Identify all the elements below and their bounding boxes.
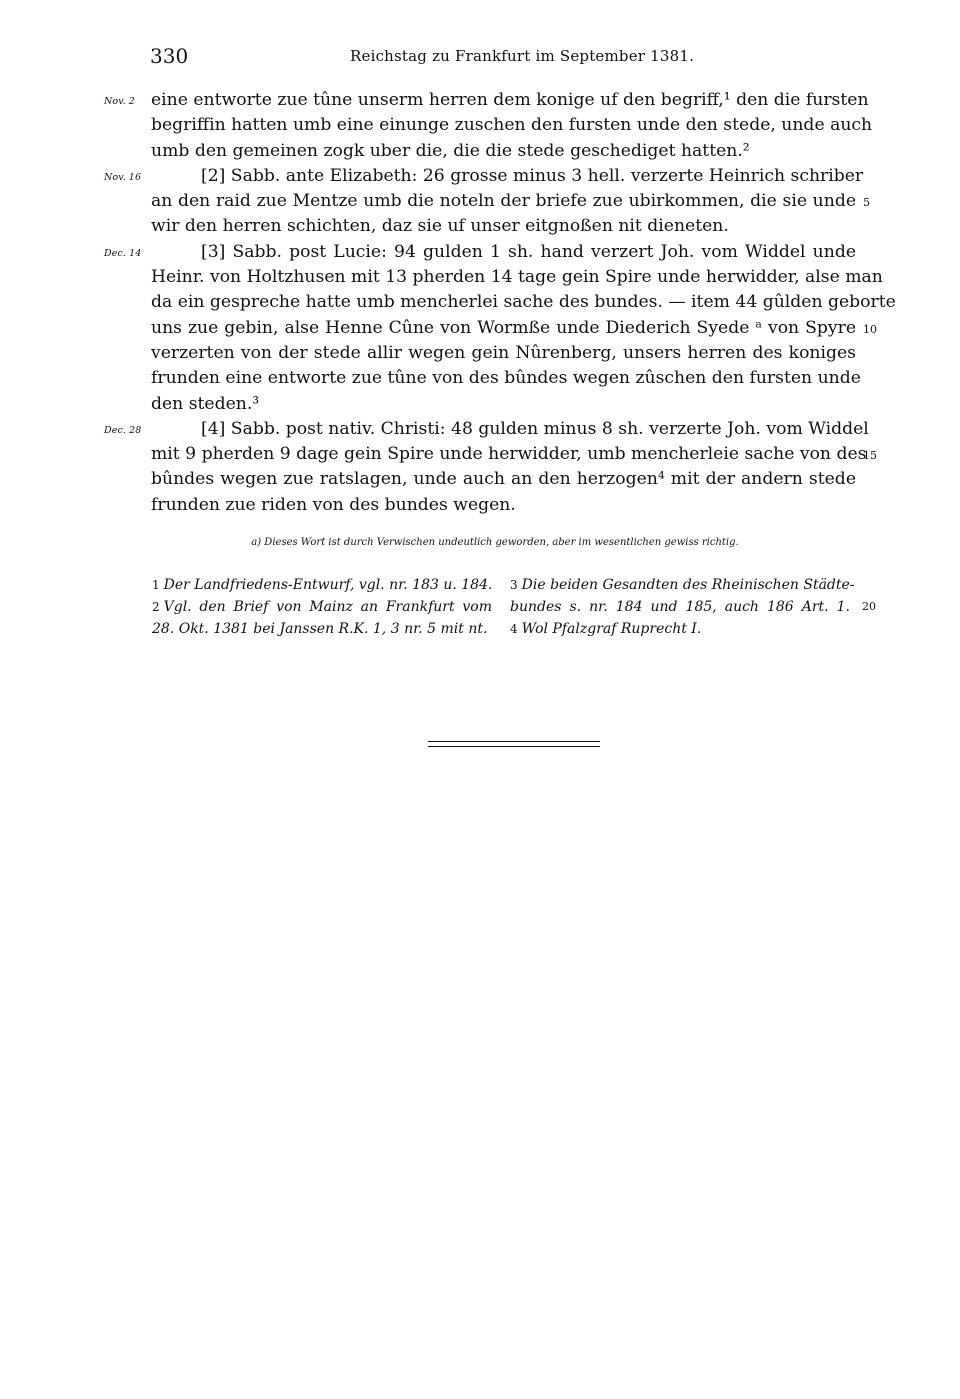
text-line <box>151 392 856 417</box>
main-text <box>104 88 896 518</box>
line-text: eine entworte zue tûne unserm herren dem konige uf den begriff,¹ den die fursten <box>151 90 869 110</box>
end-rule-top <box>428 741 600 742</box>
footnote-line <box>510 596 850 618</box>
line-text: begriffin hatten umb eine einunge zuschen den fursten unde den stede, unde auch <box>151 115 873 136</box>
text-line <box>151 341 856 366</box>
running-title: Reichstag zu Frankfurt im September 1381. <box>350 47 695 65</box>
line-text: den steden.³ <box>151 393 260 414</box>
line-text: uns zue gebin, alse Henne Cûne von Wormße unde Diederich Syede ᵃ von Spyre <box>151 317 856 338</box>
footnote-text: 28. Okt. 1381 bei Janssen R.K. 1, 3 nr. 5 mit nt. <box>152 621 488 637</box>
footnote-text: Der Landfriedens-Entwurf, vgl. nr. 183 u. 184. <box>163 577 493 593</box>
margin-date: Dec. 14 <box>104 247 142 259</box>
line-text: da ein gespreche hatte umb mencherlei sache des bundes. — item 44 gûlden geborte <box>151 292 896 313</box>
critical-apparatus-note: a) Dieses Wort ist durch Verwischen undeutlich geworden, aber im wesentlichen gewiss richtig. <box>251 537 739 548</box>
footnotes-right-column <box>510 574 855 640</box>
text-line <box>104 88 869 113</box>
page-header <box>150 44 850 74</box>
text-line <box>151 113 873 138</box>
page-number: 330 <box>150 44 189 68</box>
footnote-line <box>152 596 492 618</box>
line-text: Heinr. von Holtzhusen mit 13 pherden 14 tage gein Spire unde herwidder, alse man <box>151 267 883 288</box>
footnote-text: bundes s. nr. 184 und 185, auch 186 Art. 1. <box>510 599 850 615</box>
line-text: an den raid zue Mentze umb die noteln der briefe zue ubirkommen, die sie unde <box>151 191 856 212</box>
line-text: frunden eine entworte zue tûne von des bûndes wegen zûschen den fursten unde <box>151 368 861 389</box>
text-line <box>151 493 856 518</box>
text-line <box>104 417 869 442</box>
margin-date: Nov. 16 <box>104 171 142 183</box>
margin-date: Nov. 2 <box>104 96 135 107</box>
footnote-line-number: 20 <box>862 600 876 613</box>
text-line <box>151 366 861 391</box>
footnote-line <box>510 574 855 596</box>
text-line <box>104 240 856 265</box>
footnote-line <box>152 574 492 596</box>
line-text: bûndes wegen zue ratslagen, unde auch an den herzogen⁴ mit der andern stede <box>151 469 856 490</box>
line-text: wir den herren schichten, daz sie uf unser eitgnoßen nit dieneten. <box>151 216 729 237</box>
margin-line-number: 10 <box>863 322 877 336</box>
line-text: frunden zue riden von des bundes wegen. <box>151 494 516 515</box>
line-text: verzerten von der stede allir wegen gein Nûrenberg, unsers herren des koniges <box>151 342 856 363</box>
footnote-number: 1 <box>152 578 160 592</box>
footnote-line <box>152 618 492 640</box>
footnote-number: 3 <box>510 578 518 592</box>
footnote-text: Vgl. den Brief von Mainz an Frankfurt vom <box>163 599 492 615</box>
line-text: [2] Sabb. ante Elizabeth: 26 grosse minus 3 hell. verzerte Heinrich schriber <box>201 165 864 186</box>
line-text: [3] Sabb. post Lucie: 94 gulden 1 sh. hand verzert Joh. vom Widdel unde <box>201 241 856 262</box>
text-line <box>104 164 864 189</box>
line-text: [4] Sabb. post nativ. Christi: 48 gulden minus 8 sh. verzerte Joh. vom Widdel <box>201 418 869 439</box>
text-line <box>151 467 856 492</box>
footnote-number: 4 <box>510 622 518 636</box>
text-line <box>151 265 883 290</box>
text-line <box>151 316 877 341</box>
end-rule-bottom <box>428 746 600 747</box>
text-line <box>151 214 856 239</box>
text-line <box>151 139 856 164</box>
footnote-line <box>510 618 850 640</box>
text-line <box>151 189 870 214</box>
margin-line-number: 15 <box>863 449 877 463</box>
margin-line-number: 5 <box>863 196 870 210</box>
margin-date: Dec. 28 <box>104 424 142 436</box>
line-text: umb den gemeinen zogk uber die, die die stede geschediget hatten.² <box>151 140 750 161</box>
line-text: mit 9 pherden 9 dage gein Spire unde herwidder, umb mencherleie sache von des <box>151 444 867 465</box>
text-line <box>151 290 896 315</box>
footnotes-left-column <box>152 574 492 640</box>
footnote-number: 2 <box>152 600 160 614</box>
footnote-text: Die beiden Gesandten des Rheinischen Städte- <box>521 577 855 593</box>
footnote-text: Wol Pfalzgraf Ruprecht I. <box>521 621 702 637</box>
text-line <box>151 442 877 467</box>
